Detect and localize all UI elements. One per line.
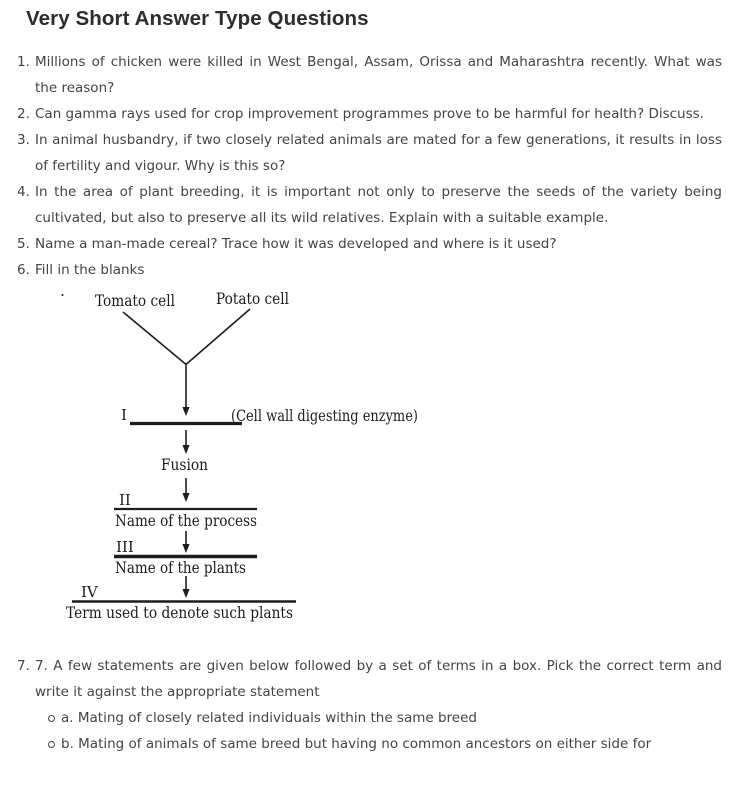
question-number: 3. <box>17 132 30 148</box>
question-number: 6. <box>17 262 30 278</box>
enzyme-note-label: (Cell wall digesting enzyme) <box>231 407 418 425</box>
question-text: Millions of chicken were killed in West Bengal, Assam, Orissa and Maharashtra recently. What was the reason? <box>35 54 722 96</box>
converge-line-left <box>123 312 186 364</box>
down-arrow-icon <box>182 589 189 598</box>
cell-fusion-diagram <box>55 285 450 623</box>
blank-iv-label: IV <box>81 583 98 601</box>
statement-list <box>48 705 722 757</box>
statement-text: a. Mating of closely related individuals within the same breed <box>61 710 477 726</box>
circle-bullet-icon <box>48 741 55 748</box>
question-item-6 <box>0 257 736 623</box>
question-item-3 <box>0 127 736 179</box>
question-number: 2. <box>17 106 30 122</box>
down-arrow-icon <box>182 493 189 502</box>
down-arrow-icon <box>182 445 189 454</box>
question-item-5 <box>0 231 736 257</box>
question-text: In animal husbandry, if two closely related animals are mated for a few generations, it results in loss of fertility and vigour. Why is this so? <box>35 132 722 174</box>
question-item-2 <box>0 101 736 127</box>
down-arrow-icon <box>182 544 189 553</box>
statement-item-a <box>48 705 722 731</box>
fusion-label: Fusion <box>161 456 209 474</box>
blank-ii-label: II <box>119 491 131 509</box>
converge-line-right <box>187 309 251 364</box>
question-text: Name a man-made cereal? Trace how it was developed and where is it used? <box>35 236 557 252</box>
question-number: 7. <box>17 658 30 674</box>
term-caption: Term used to denote such plants <box>66 604 294 622</box>
document-page <box>0 7 736 788</box>
statement-text: b. Mating of animals of same breed but having no common ancestors on either side for <box>61 736 652 752</box>
question-item-1 <box>0 49 736 101</box>
circle-bullet-icon <box>48 715 55 722</box>
process-caption: Name of the process <box>115 512 258 530</box>
stray-period: . <box>60 285 65 300</box>
down-arrow-icon <box>182 407 189 416</box>
plants-caption: Name of the plants <box>115 559 247 577</box>
page-title: Very Short Answer Type Questions <box>26 7 369 30</box>
blank-iii-label: III <box>116 538 134 556</box>
potato-cell-label: Potato cell <box>216 290 290 308</box>
question-text: Can gamma rays used for crop improvement programmes prove to be harmful for health? Discuss. <box>35 106 704 122</box>
question-number: 4. <box>17 184 30 200</box>
question-text: 7. A few statements are given below followed by a set of terms in a box. Pick the correct term and write it against the appropriate statement <box>35 658 722 700</box>
question-list <box>0 49 736 757</box>
tomato-cell-label: Tomato cell <box>95 292 176 310</box>
question-text: In the area of plant breeding, it is important not only to preserve the seeds of the variety being cultivated, but also to preserve all its wild relatives. Explain with a suitable example. <box>35 184 722 226</box>
question-item-4 <box>0 179 736 231</box>
question-number: 5. <box>17 236 30 252</box>
blank-i-label: I <box>121 406 127 424</box>
statement-item-b <box>48 731 722 757</box>
question-number: 1. <box>17 54 30 70</box>
question-text: Fill in the blanks <box>35 262 145 278</box>
question-item-7 <box>0 653 736 757</box>
